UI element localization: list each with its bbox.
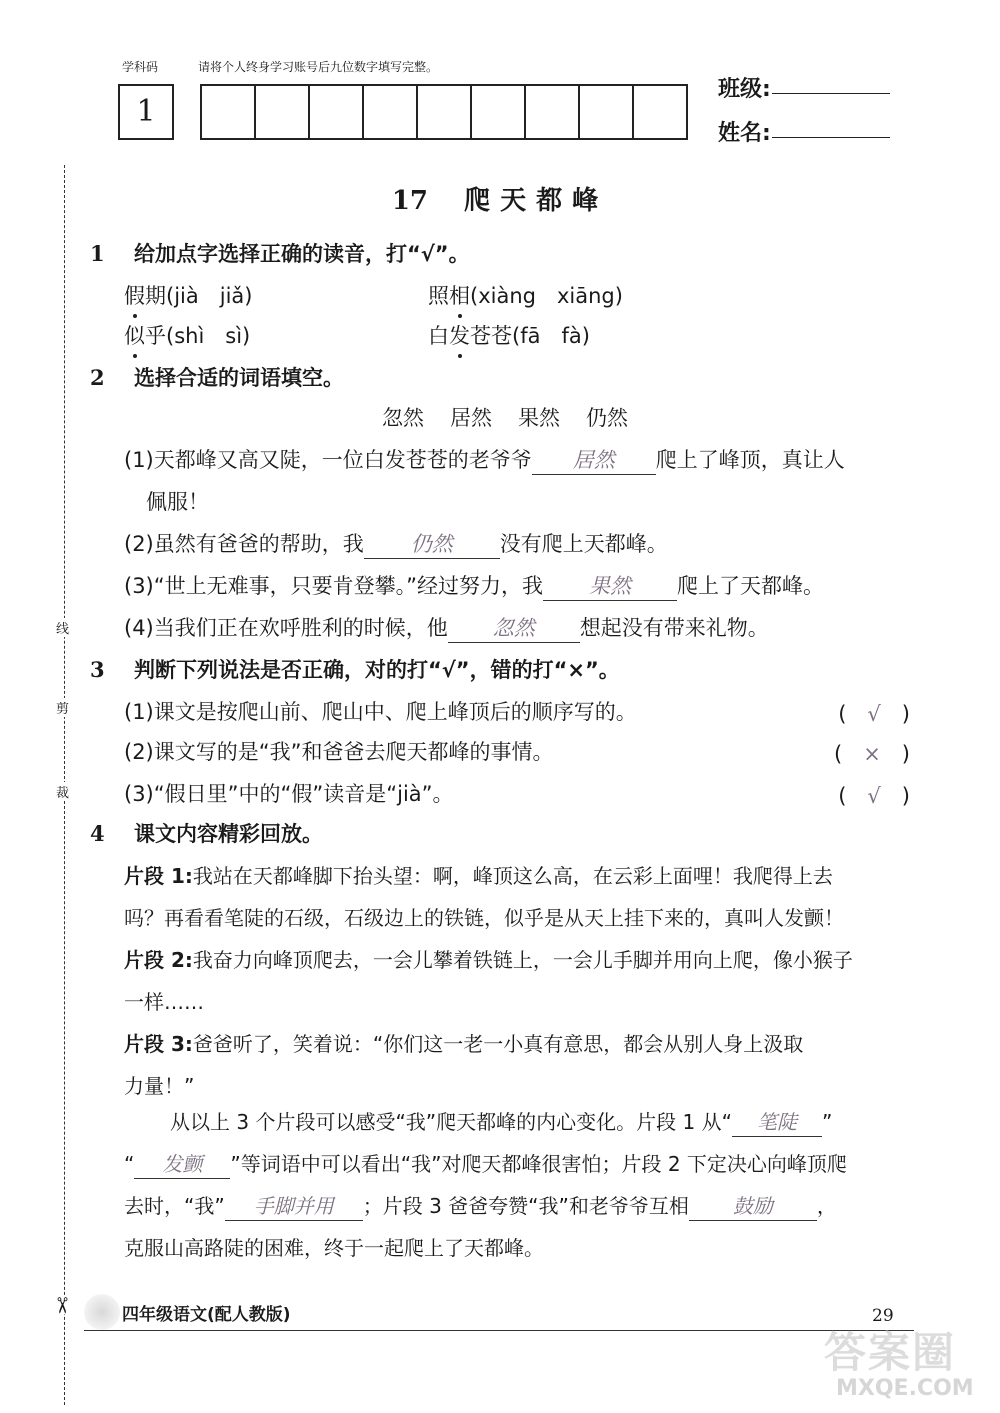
summary-line-2	[124, 1150, 847, 1179]
fragment-2-line-2: 一样……	[124, 990, 204, 1014]
fragment-1-label: 片段 1:	[124, 864, 193, 888]
account-digit-boxes[interactable]	[200, 84, 688, 140]
q2-s2-before: (2)虽然有爸爸的帮助，我	[124, 532, 364, 556]
q2-heading	[90, 364, 344, 392]
fragment-2-line-1	[124, 946, 853, 974]
q2-s3-blank[interactable]: 果然	[543, 572, 677, 601]
q3-item-3-mark: √	[867, 784, 881, 808]
footer-rule	[84, 1330, 914, 1331]
summary-text-f: ；片段 3 爸爸夸赞“我”和老爷爷互相	[362, 1194, 689, 1218]
fragment-3-line-1	[124, 1030, 803, 1058]
digit-box[interactable]	[526, 86, 580, 138]
q1-item-4-pinyin[interactable]: (fā fà)	[512, 324, 590, 348]
account-instruction: 请将个人终身学习账号后九位数字填写完整。	[198, 60, 439, 74]
page-number: 29	[872, 1306, 894, 1326]
lesson-title	[0, 180, 1000, 217]
watermark-logo: 答案圈	[824, 1328, 957, 1377]
q1-item-3-post: 乎	[145, 324, 166, 348]
q1-item-1-pre: 假	[124, 284, 145, 308]
summary-blank-3[interactable]: 手脚并用	[225, 1192, 363, 1221]
q2-sentence-1-cont: 佩服！	[146, 490, 209, 514]
q2-sentence-2	[124, 530, 668, 559]
cut-mark-xian: 线	[56, 618, 69, 637]
q3-item-1-mark: √	[867, 702, 881, 726]
word-bank-item: 居然	[450, 406, 492, 430]
q2-s4-blank[interactable]: 忽然	[448, 614, 580, 643]
footer-book-label: 四年级语文(配人教版)	[122, 1305, 291, 1325]
digit-box[interactable]	[310, 86, 364, 138]
q2-s1-after: 爬上了峰顶，真让人	[655, 448, 845, 472]
fragment-3-label: 片段 3:	[124, 1032, 193, 1056]
digit-box[interactable]	[364, 86, 418, 138]
subject-code-value: 1	[136, 94, 156, 129]
summary-text-b: ”	[821, 1110, 833, 1134]
watermark-url: MXQE.COM	[836, 1376, 974, 1401]
lesson-name: 爬天都峰	[464, 186, 609, 216]
q2-s1-before: (1)天都峰又高又陡，一位白发苍苍的老爷爷	[124, 448, 532, 472]
q3-item-2: (2)课文写的是“我”和爸爸去爬天都峰的事情。	[124, 740, 554, 764]
q1-heading	[90, 240, 470, 268]
q2-sentence-3	[124, 572, 824, 601]
q4-title: 课文内容精彩回放。	[134, 822, 323, 846]
digit-box[interactable]	[256, 86, 310, 138]
summary-text-a: 从以上 3 个片段可以感受“我”爬天都峰的内心变化。片段 1 从“	[170, 1110, 732, 1134]
class-label: 班级:	[718, 77, 771, 102]
lesson-number: 17	[391, 186, 429, 216]
q2-number: 2	[90, 365, 105, 390]
summary-text-g: ，	[816, 1194, 837, 1218]
footer-book-badge	[84, 1294, 120, 1330]
word-bank-item: 仍然	[586, 406, 628, 430]
q2-s4-before: (4)当我们正在欢呼胜利的时候，他	[124, 616, 448, 640]
q2-s4-after: 想起没有带来礼物。	[579, 616, 769, 640]
q1-number: 1	[90, 241, 105, 266]
digit-box[interactable]	[580, 86, 634, 138]
q3-item-1-answer[interactable]: ( √ )	[838, 702, 910, 726]
summary-line-4: 克服山高路陡的困难，终于一起爬上了天都峰。	[124, 1236, 544, 1260]
fragment-2-label: 片段 2:	[124, 948, 193, 972]
q3-item-2-answer[interactable]: ( × )	[833, 742, 910, 766]
fragment-2-text-1: 我奋力向峰顶爬去，一会儿攀着铁链上，一会儿手脚并用向上爬，像小猴子	[192, 948, 853, 972]
q1-item-3	[124, 322, 250, 350]
subject-code-label: 学科码	[122, 60, 159, 74]
q3-item-2-mark: ×	[863, 742, 881, 766]
class-field[interactable]	[772, 93, 890, 94]
scissors-icon: ✂	[48, 1296, 74, 1315]
q2-s2-after: 没有爬上天都峰。	[499, 532, 668, 556]
digit-box[interactable]	[634, 86, 686, 138]
q1-item-2-dotted: 相	[449, 284, 470, 308]
digit-box[interactable]	[418, 86, 472, 138]
q1-item-3-pinyin[interactable]: (shì sì)	[166, 324, 251, 348]
summary-blank-1[interactable]: 笔陡	[732, 1108, 822, 1137]
word-bank-item: 果然	[518, 406, 560, 430]
summary-blank-4[interactable]: 鼓励	[689, 1192, 817, 1221]
summary-text-c: “	[124, 1152, 135, 1176]
summary-text-d: ”等词语中可以看出“我”对爬天都峰很害怕；片段 2 下定决心向峰顶爬	[230, 1152, 847, 1176]
q1-title: 给加点字选择正确的读音，打“√”。	[134, 242, 470, 266]
fragment-1-line-1	[124, 862, 833, 890]
q2-s1-blank[interactable]: 居然	[532, 446, 656, 475]
fragment-3-text-1: 爸爸听了，笑着说：“你们这一老一小真有意思，都会从别人身上汲取	[192, 1032, 804, 1056]
q1-item-2	[428, 282, 623, 310]
q1-item-4-pre: 白	[428, 324, 449, 348]
digit-box[interactable]	[472, 86, 526, 138]
summary-line-3	[124, 1192, 837, 1221]
summary-line-1	[170, 1108, 832, 1137]
q1-item-4-post: 苍苍	[470, 324, 512, 348]
q3-item-3: (3)“假日里”中的“假”读音是“jià”。	[124, 782, 454, 806]
cut-mark-cai: 裁	[56, 782, 69, 801]
q2-word-bank	[382, 404, 628, 432]
fragment-3-line-2: 力量！”	[124, 1074, 195, 1098]
q1-item-2-pinyin[interactable]: (xiàng xiāng)	[470, 284, 623, 308]
q1-item-1-pinyin[interactable]: (jià jiǎ)	[166, 284, 253, 308]
q1-item-1-post: 期	[145, 284, 166, 308]
q2-sentence-4	[124, 614, 769, 643]
q1-item-4	[428, 322, 590, 350]
q1-item-3-dotted: 似	[124, 324, 145, 348]
q2-s2-blank[interactable]: 仍然	[364, 530, 500, 559]
q3-item-3-answer[interactable]: ( √ )	[838, 784, 910, 808]
q3-title: 判断下列说法是否正确，对的打“√”，错的打“×”。	[134, 658, 620, 682]
q4-heading	[90, 820, 323, 848]
digit-box[interactable]	[202, 86, 256, 138]
q2-sentence-1	[124, 446, 845, 475]
fragment-1-text-1: 我站在天都峰脚下抬头望：啊，峰顶这么高，在云彩上面哩！我爬得上去	[192, 864, 833, 888]
q2-title: 选择合适的词语填空。	[134, 366, 344, 390]
q1-item-1	[124, 282, 252, 310]
q3-item-1: (1)课文是按爬山前、爬山中、爬上峰顶后的顺序写的。	[124, 700, 637, 724]
q2-s3-before: (3)“世上无难事，只要肯登攀。”经过努力，我	[124, 574, 544, 598]
q1-item-2-pre: 照	[428, 284, 449, 308]
name-field[interactable]	[772, 137, 890, 138]
summary-blank-2[interactable]: 发颤	[134, 1150, 230, 1179]
subject-code-box[interactable]	[118, 84, 174, 140]
summary-text-e: 去时，“我”	[124, 1194, 225, 1218]
q1-item-4-dotted: 发	[449, 324, 470, 348]
cut-mark-jian: 剪	[56, 698, 69, 717]
fragment-1-line-2: 吗？再看看笔陡的石级，石级边上的铁链，似乎是从天上挂下来的，真叫人发颤！	[124, 906, 844, 930]
name-label: 姓名:	[718, 121, 771, 146]
q4-number: 4	[90, 821, 105, 846]
q2-s3-after: 爬上了天都峰。	[677, 574, 825, 598]
word-bank-item: 忽然	[382, 406, 424, 430]
q3-number: 3	[90, 657, 105, 682]
q3-heading	[90, 656, 620, 684]
